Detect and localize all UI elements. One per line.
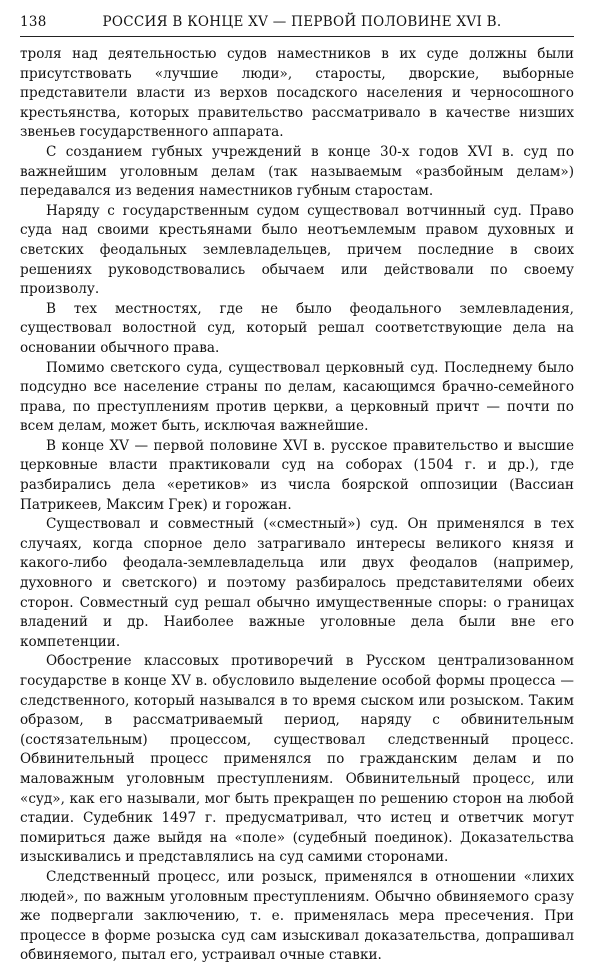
paragraph: В тех местностях, где не было феодального землевладения, существовал волостной суд, который решал соответствующие дела на основании обычного права.	[20, 300, 574, 356]
running-title: РОССИЯ В КОНЦЕ XV — ПЕРВОЙ ПОЛОВИНЕ XVI В.	[102, 14, 502, 30]
page-number: 138	[20, 14, 47, 30]
paragraph: Следственный процесс, или розыск, применялся в отношении «лихих людей», по важным уголовным преступлениям. Обычно обвиняемого сразу же подвергали заключению, т. е. применялась мера пресечения. При процессе в форме розыска суд сам изыскивал доказательства, допрашивал обвиняемого, пытал его, устраивал очные ставки.	[20, 868, 574, 964]
paragraph: Наряду с государственным судом существовал вотчинный суд. Право суда над своими крестьянами было неотъемлемым правом духовных и светских феодальных землевладельцев, причем последние в своих решениях руководствовались обычаем или действовали по своему произволу.	[20, 202, 574, 298]
paragraph: троля над деятельностью судов наместников в их суде должны были присутствовать «лучшие люди», старосты, дворские, выборные представители власти из верхов посадского населения и черносошного крестьянства, которых правительство рассматривало в качестве низших звеньев государственного аппарата.	[20, 46, 574, 141]
paragraph: В конце XV — первой половине XVI в. русское правительство и высшие церковные власти практиковали суд на соборах (1504 г. и др.), где разбирались дела «еретиков» из числа боярской оппозиции (Вассиан Патрикеев, Максим Грек) и горожан.	[20, 437, 574, 513]
paragraph: Помимо светского суда, существовал церковный суд. Последнему было подсудно все население страны по делам, касающимся брачно-семейного права, по преступлениям против церкви, а церковный причт — почти по всем делам, может быть, исключая важнейшие.	[20, 359, 574, 435]
page-body	[20, 45, 574, 966]
paragraph: Обострение классовых противоречий в Русском централизованном государстве в конце XV в. обусловило выделение особой формы процесса — следственного, который назывался в то время сыском или розыском. Таким образом, в рассматриваемый период, наряду с обвинительным (состязательным) процессом, существовал следственный процесс. Обвинительный процесс применялся по гражданским делам и по маловажным уголовным преступлениям. Обвинительный процесс, или «суд», как его называли, мог быть прекращен по решению сторон на любой стадии. Судебник 1497 г. предусматривал, что истец и ответчик могут помириться даже выйдя на «поле» (судебный поединок). Доказательства изыскивались и представлялись на суд самими сторонами.	[20, 653, 574, 866]
paragraph: Существовал и совместный («сместный») суд. Он применялся в тех случаях, когда спорное дело затрагивало интересы великого князя и какого-либо феодала-землевладельца или двух феодалов (например, духовного и светского) и поэтому разбиралось представителями обеих сторон. Совместный суд решал обычно имущественные споры: о границах владений и др. Наиболее важные уголовные дела были вне его компетенции.	[20, 516, 574, 650]
running-header	[20, 14, 574, 37]
paragraph: С созданием губных учреждений в конце 30-х годов XVI в. суд по важнейшим уголовным делам (так называемым «разбойным делам») передавался из ведения наместников губным старостам.	[20, 143, 574, 200]
